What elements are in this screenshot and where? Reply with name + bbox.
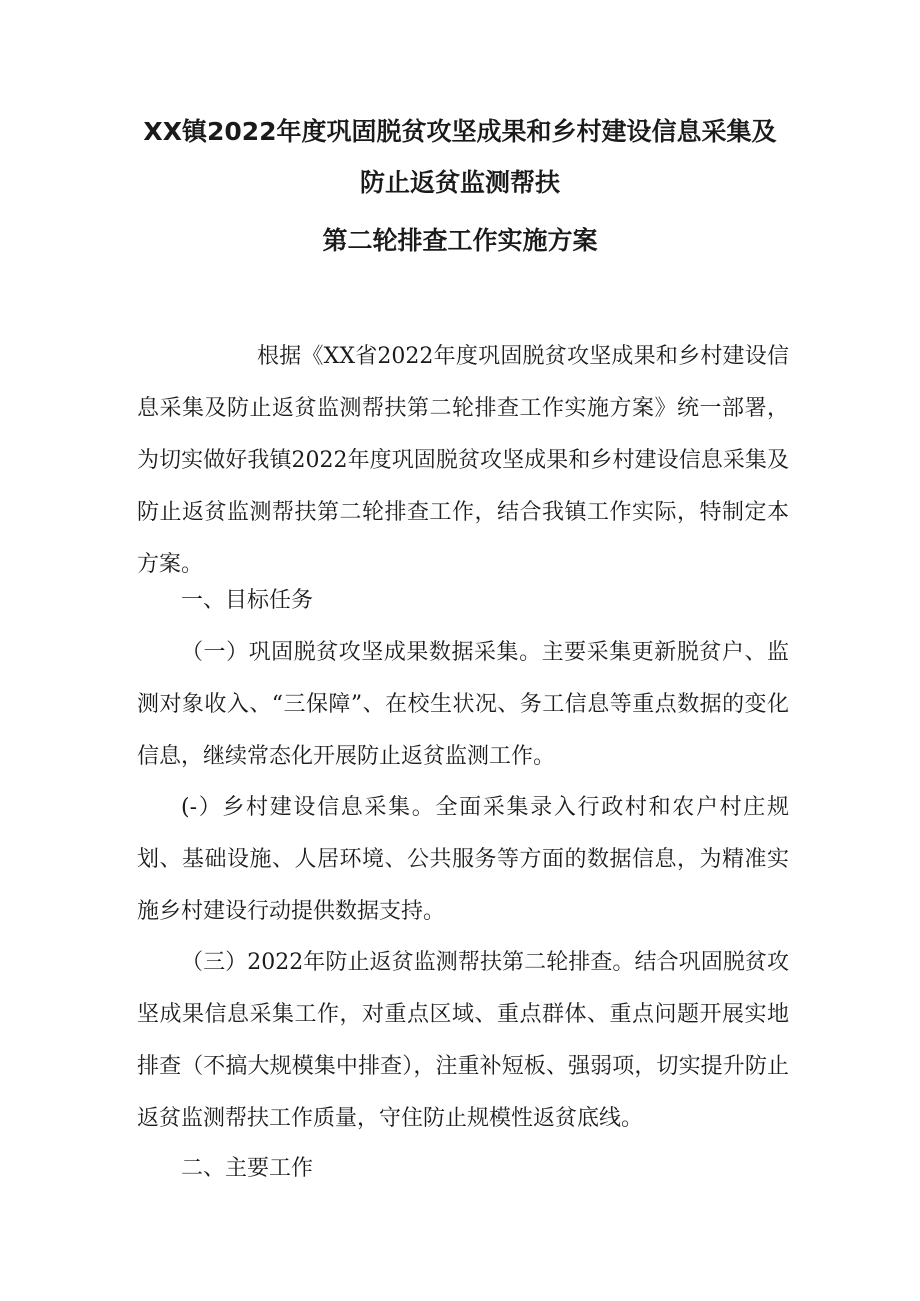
intro-paragraph: 根据《XX省2022年度巩固脱贫攻坚成果和乡村建设信息采集及防止返贫监测帮扶第二轮排查工作实施方案》统一部署，为切实做好我镇2022年度巩固脱贫攻坚成果和乡村建设信息采集及防止返贫监测帮扶第二轮排查工作，结合我镇工作实际，特制定本方案。 <box>137 344 789 577</box>
section-2-heading: 二、主要工作 <box>181 1156 314 1181</box>
section-1-heading: 一、目标任务 <box>181 588 314 613</box>
section-1-item-1: （一）巩固脱贫攻坚成果数据采集。主要采集更新脱贫户、监测对象收入、“三保障”、在校生状况、务工信息等重点数据的变化信息，继续常态化开展防止返贫监测工作。 <box>137 640 789 769</box>
document-title-line-1: XX镇2022年度巩固脱贫攻坚成果和乡村建设信息采集及 <box>143 117 777 146</box>
document-title-line-2: 防止返贫监测帮扶 <box>359 168 560 197</box>
section-1-item-3: （三）2022年防止返贫监测帮扶第二轮排查。结合巩固脱贫攻坚成果信息采集工作，对重点区域、重点群体、重点问题开展实地排查（不搞大规模集中排查），注重补短板、强弱项，切实提升防止返贫监测帮扶工作质量，守住防止规模性返贫底线。 <box>137 950 789 1131</box>
section-1-item-2: (-）乡村建设信息采集。全面采集录入行政村和农户村庄规划、基础设施、人居环境、公共服务等方面的数据信息，为精准实施乡村建设行动提供数据支持。 <box>137 795 789 924</box>
document-title-line-3: 第二轮排查工作实施方案 <box>322 226 598 255</box>
